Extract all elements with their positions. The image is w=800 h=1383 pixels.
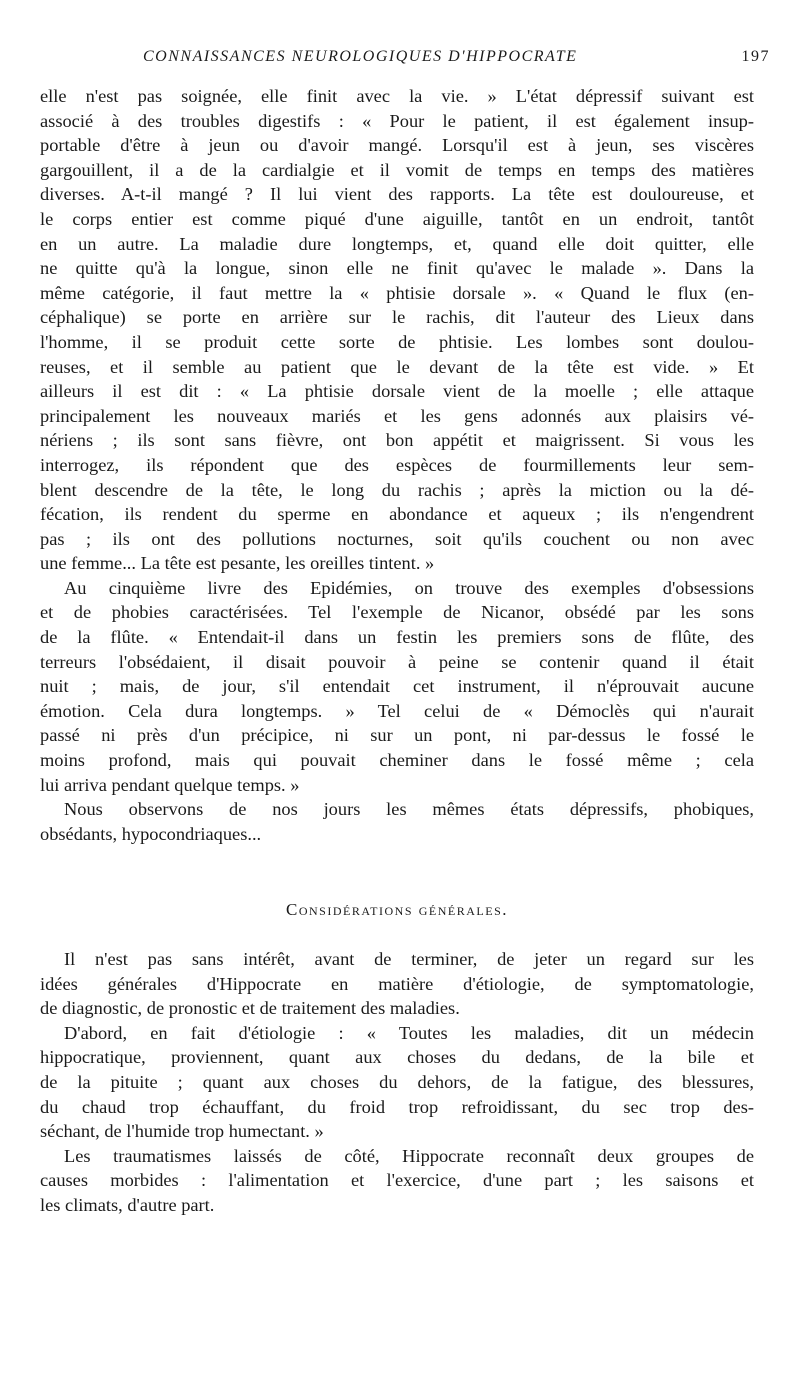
text-line: de la flûte. « Entendait-il dans un festin les premiers sons de flûte, des <box>40 627 754 648</box>
body-text <box>40 84 754 1218</box>
text-line: séchant, de l'humide trop humectant. » <box>40 1121 324 1142</box>
text-line: céphalique) se porte en arrière sur le rachis, dit l'auteur des Lieux dans <box>40 307 754 328</box>
running-title: CONNAISSANCES NEUROLOGIQUES D'HIPPOCRATE <box>143 48 578 65</box>
text-line: Il n'est pas sans intérêt, avant de terminer, de jeter un regard sur les <box>64 949 754 969</box>
text-line: et de phobies caractérisées. Tel l'exemple de Nicanor, obsédé par les sons <box>40 602 754 623</box>
text-line: lui arriva pendant quelque temps. » <box>40 774 300 795</box>
paragraph <box>40 947 754 1021</box>
page-number: 197 <box>741 48 770 65</box>
text-line: émotion. Cela dura longtemps. » Tel celui de « Démoclès qui n'aurait <box>40 700 754 721</box>
text-line: pas ; ils ont des pollutions nocturnes, soit qu'ils couchent ou non avec <box>40 528 754 549</box>
text-line: portable d'être à jeun ou d'avoir mangé. Lorsqu'il est à jeun, ses viscères <box>40 135 754 156</box>
text-line: même catégorie, il faut mettre la « phtisie dorsale ». « Quand le flux (en- <box>40 282 754 303</box>
text-line: les climats, d'autre part. <box>40 1194 215 1215</box>
text-line: passé ni près d'un précipice, ni sur un pont, ni par-dessus le fossé le <box>40 725 754 746</box>
text-line: blent descendre de la tête, le long du rachis ; après la miction ou la dé- <box>40 479 754 500</box>
text-line: une femme... La tête est pesante, les oreilles tintent. » <box>40 553 435 574</box>
text-line: D'abord, en fait d'étiologie : « Toutes les maladies, dit un médecin <box>64 1022 754 1043</box>
text-line: moins profond, mais qui pouvait cheminer dans le fossé même ; cela <box>40 750 754 771</box>
paragraph <box>40 1021 754 1144</box>
paragraph <box>40 84 754 576</box>
text-line: le corps entier est comme piqué d'une aiguille, tantôt en un endroit, tantôt <box>40 208 754 229</box>
paragraph <box>40 576 754 797</box>
text-line: diverses. A-t-il mangé ? Il lui vient des rapports. La tête est douloureuse, et <box>40 184 754 205</box>
paragraph <box>40 1144 754 1218</box>
text-line: gargouillent, il a de la cardialgie et il vomit de temps en temps des matières <box>40 159 754 180</box>
text-line: elle n'est pas soignée, elle finit avec la vie. » L'état dépressif suivant est <box>40 86 754 106</box>
section-heading: Considérations générales. <box>285 900 508 920</box>
text-line: de diagnostic, de pronostic et de traitement des maladies. <box>40 998 460 1019</box>
text-line: nériens ; ils sont sans fièvre, ont bon appétit et maigrissent. Si vous les <box>40 430 754 451</box>
paragraph <box>40 797 754 846</box>
text-line: Les traumatismes laissés de côté, Hippocrate reconnaît deux groupes de <box>64 1145 754 1166</box>
text-line: en un autre. La maladie dure longtemps, et, quand elle doit quitter, elle <box>40 233 754 254</box>
text-line: hippocratique, proviennent, quant aux choses du dedans, de la bile et <box>40 1047 754 1068</box>
text-line: terreurs l'obsédaient, il disait pouvoir à peine se contenir quand il était <box>40 651 754 672</box>
text-line: interrogez, ils répondent que des espèces de fourmillements leur sem- <box>40 454 754 475</box>
text-line: principalement les nouveaux mariés et les gens adonnés aux plaisirs vé- <box>40 405 754 426</box>
text-line: nuit ; mais, de jour, s'il entendait cet instrument, il n'éprouvait aucune <box>40 676 754 697</box>
text-line: obsédants, hypocondriaques... <box>40 823 262 844</box>
text-line: idées générales d'Hippocrate en matière d'étiologie, de symptomatologie, <box>40 973 754 994</box>
text-line: associé à des troubles digestifs : « Pour le patient, il est également insup- <box>40 110 754 131</box>
text-line: l'homme, il se produit cette sorte de phtisie. Les lombes sont doulou- <box>40 331 754 352</box>
text-line: de la pituite ; quant aux choses du dehors, de la fatigue, des blessures, <box>40 1071 754 1092</box>
text-line: ailleurs il est dit : « La phtisie dorsale vient de la moelle ; elle attaque <box>40 381 754 402</box>
text-line: reuses, et il semble au patient que le devant de la tête est vide. » Et <box>40 356 754 377</box>
text-line: ne quitte qu'à la longue, sinon elle ne finit qu'avec le malade ». Dans la <box>40 258 754 279</box>
text-line: Au cinquième livre des Epidémies, on trouve des exemples d'obsessions <box>64 577 754 598</box>
text-line: Nous observons de nos jours les mêmes états dépressifs, phobiques, <box>64 799 754 820</box>
text-line: causes morbides : l'alimentation et l'exercice, d'une part ; les saisons et <box>40 1170 754 1191</box>
text-line: du chaud trop échauffant, du froid trop refroidissant, du sec trop des- <box>40 1096 754 1117</box>
text-line: fécation, ils rendent du sperme en abondance et aqueux ; ils n'engendrent <box>40 504 754 525</box>
